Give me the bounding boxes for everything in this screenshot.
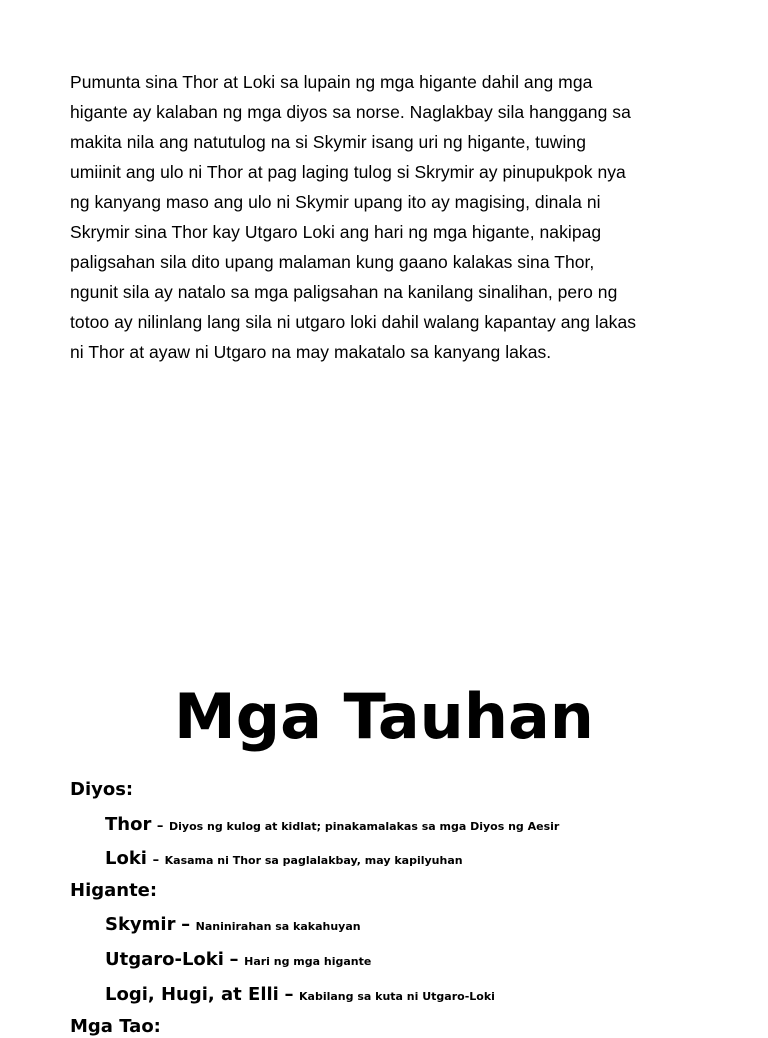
- group-heading-higante: Higante:: [70, 880, 158, 901]
- paragraph-line: ng kanyang maso ang ulo ni Skymir upang ito ay magising, dinala ni: [70, 192, 601, 212]
- character-description: Naninirahan sa kakahuyan: [195, 920, 361, 933]
- character-name: Loki: [105, 848, 147, 869]
- character-entry-skymir: [105, 914, 361, 938]
- entry-dash: –: [229, 949, 239, 970]
- paragraph-line: ngunit sila ay natalo sa mga paligsahan na kanilang sinalihan, pero ng: [70, 282, 618, 302]
- character-entry-loki: [105, 848, 463, 872]
- group-heading-mga-tao: Mga Tao:: [70, 1016, 161, 1037]
- paragraph-line: Skrymir sina Thor kay Utgaro Loki ang hari ng mga higante, nakipag: [70, 222, 602, 242]
- character-description: Diyos ng kulog at kidlat; pinakamalakas sa mga Diyos ng Aesir: [169, 820, 560, 833]
- character-name: Thor: [105, 814, 152, 835]
- section-title: Mga Tauhan: [174, 680, 594, 753]
- entry-dash: –: [284, 984, 294, 1005]
- entry-dash: –: [181, 914, 191, 935]
- character-entry-logi-hugi-elli: [105, 984, 495, 1008]
- character-name: Skymir: [105, 914, 176, 935]
- paragraph-line: totoo ay nilinlang lang sila ni utgaro loki dahil walang kapantay ang lakas: [70, 312, 637, 332]
- paragraph-line: umiinit ang ulo ni Thor at pag laging tulog si Skrymir ay pinupukpok nya: [70, 162, 626, 182]
- paragraph-line: makita nila ang natutulog na si Skymir isang uri ng higante, tuwing: [70, 132, 587, 152]
- paragraph-line: higante ay kalaban ng mga diyos sa norse. Naglakbay sila hanggang sa: [70, 102, 631, 122]
- character-description: Hari ng mga higante: [244, 955, 372, 968]
- character-entry-thor: [105, 814, 559, 838]
- paragraph-line: ni Thor at ayaw ni Utgaro na may makatalo sa kanyang lakas.: [70, 342, 552, 362]
- character-name: Utgaro-Loki: [105, 949, 224, 970]
- character-description: Kasama ni Thor sa paglalakbay, may kapilyuhan: [164, 854, 463, 867]
- paragraph-line: Pumunta sina Thor at Loki sa lupain ng mga higante dahil ang mga: [70, 72, 593, 92]
- character-name: Logi, Hugi, at Elli: [105, 984, 279, 1005]
- group-heading-diyos: Diyos:: [70, 779, 134, 800]
- character-entry-utgaro-loki: [105, 949, 371, 973]
- character-description: Kabilang sa kuta ni Utgaro-Loki: [299, 990, 495, 1003]
- paragraph-line: paligsahan sila dito upang malaman kung gaano kalakas sina Thor,: [70, 252, 595, 272]
- entry-dash: –: [156, 819, 164, 834]
- entry-dash: –: [152, 853, 160, 868]
